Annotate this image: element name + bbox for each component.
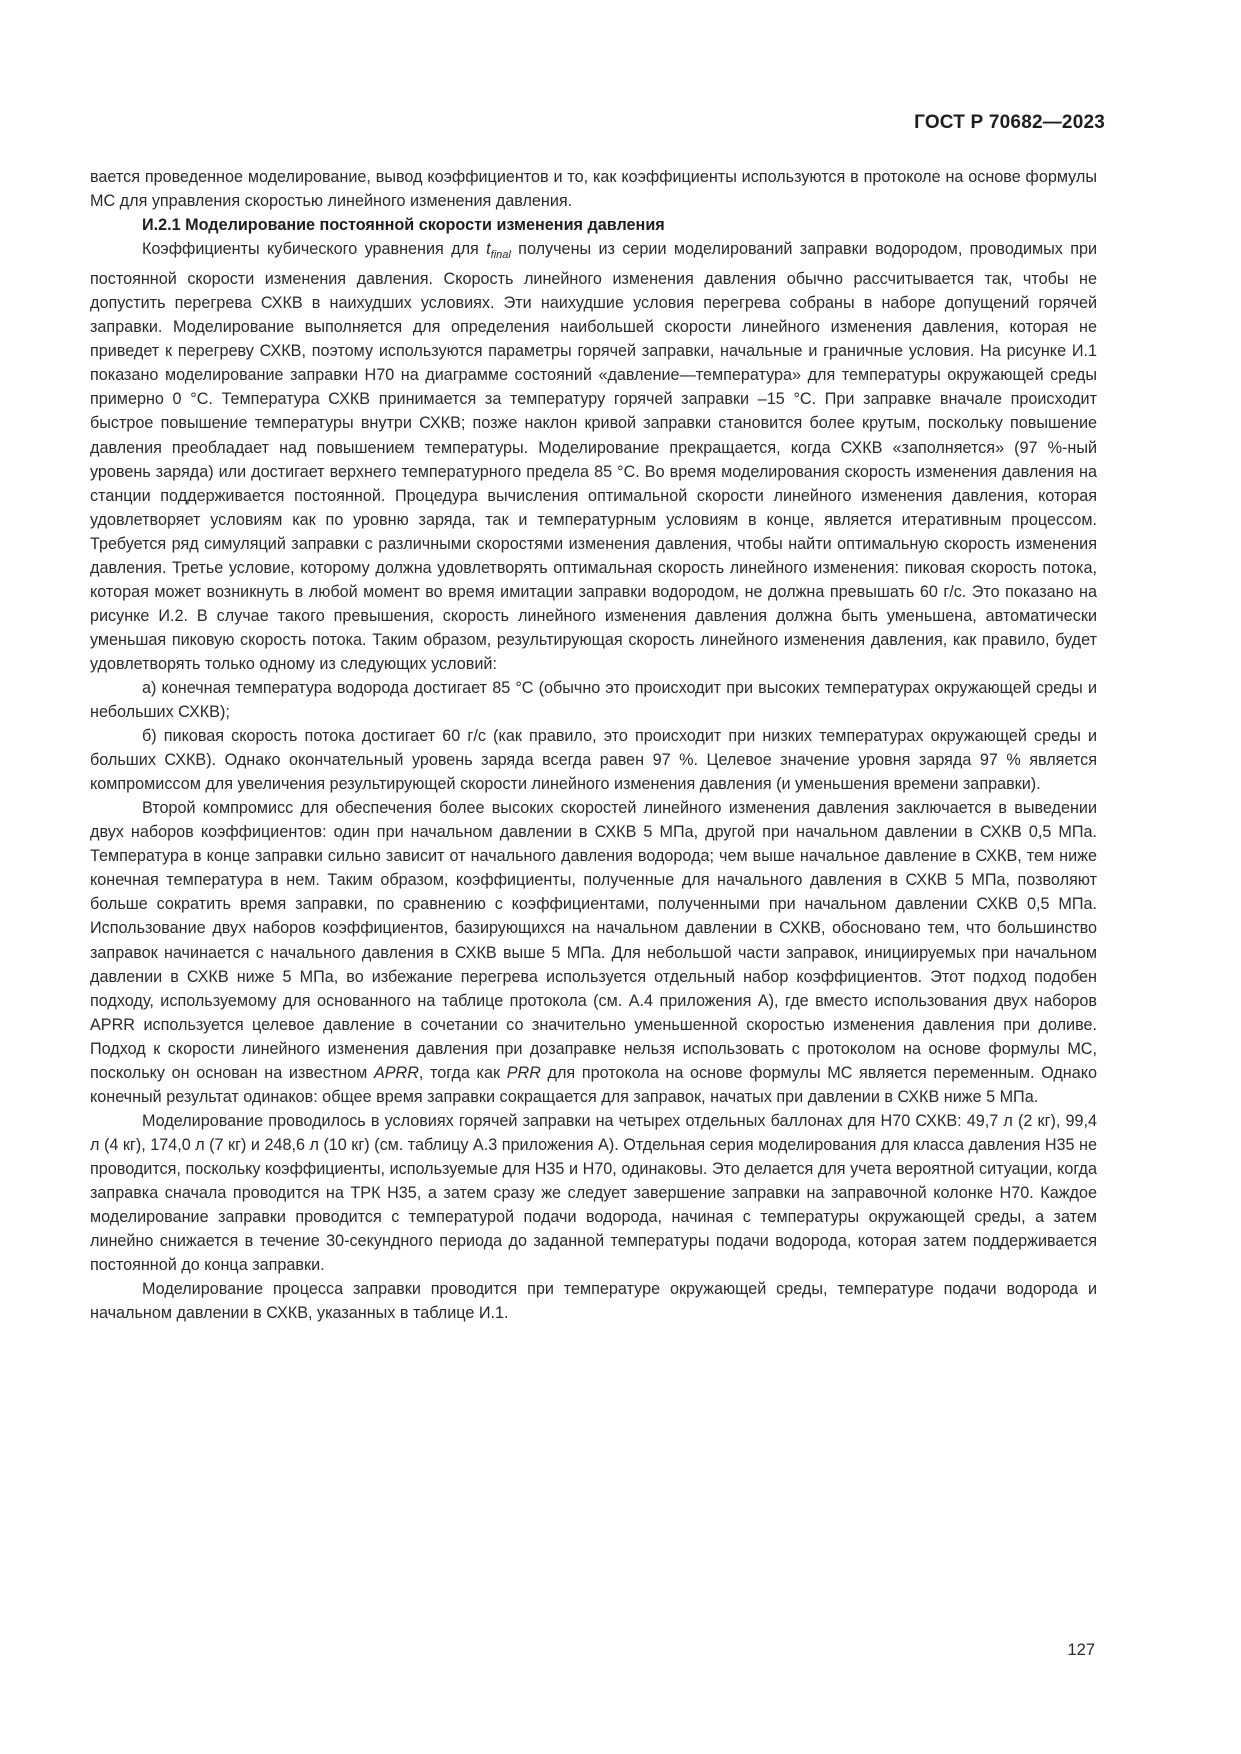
paragraph-text: для протокола на основе формулы МС является переменным. Однако конечный результат одинаков: общее время заправки сокращается для заправок, начатых при давлении в СХКВ ниже 5 МПа. bbox=[90, 1063, 1098, 1106]
term-prr: PRR bbox=[506, 1063, 541, 1082]
list-item-b: б) пиковая скорость потока достигает 60 г/с (как правило, это происходит при низких температурах окружающей среды и больших СХКВ). Однако окончательный уровень заряда всегда равен 97 %. Целевое значение уровня заряда 97 % является компромиссом для увеличения результирующей скорости линейного изменения давления (и уменьшения времени заправки). bbox=[90, 727, 1097, 794]
standard-code-header: ГОСТ Р 70682—2023 bbox=[914, 112, 1105, 133]
paragraph-continuation: вается проведенное моделирование, вывод коэффициентов и то, как коэффициенты используются в протоколе на основе формулы МС для управления скоростью линейного изменения давления. bbox=[90, 168, 1097, 211]
paragraph-coefficients bbox=[90, 237, 1097, 676]
variable-subscript: final bbox=[490, 249, 511, 262]
document-body bbox=[90, 165, 1097, 1325]
paragraph-text: Второй компромисс для обеспечения более высоких скоростей линейного изменения давления заключается в выведении двух наборов коэффициентов: один при начальном давлении в СХКВ 5 МПа, другой при начальном давлении в СХКВ 0,5 МПа. Температура в конце заправки сильно зависит от начального давления водорода; чем выше начальное давление в СХКВ, тем ниже конечная температура в нем. Таким образом, коэффициенты, полученные для начального давления в СХКВ 5 МПа, позволяют больше сократить время заправки, по сравнению с коэффициентами, полученными при начальном давлении СХКВ 0,5 МПа. Использование двух наборов коэффициентов, базирующихся на начальном давлении в СХКВ, обосновано тем, что большинство заправок начинается с начального давления в СХКВ выше 5 МПа. Для небольшой части заправок, инициируемых при начальном давлении в СХКВ ниже 5 МПа, во избежание перегрева используется отдельный набор коэффициентов. Этот подход подобен подходу, используемому для основанного на таблице протокола (см. А.4 приложения А), где вместо использования двух наборов APRR используется целевое давление в сочетании со значительно уменьшенной скоростью изменения давления при доливе. Подход к скорости линейного изменения давления при дозаправке нельзя использовать с протоколом на основе формулы МС, поскольку он основан на известном bbox=[90, 799, 1097, 1082]
term-aprr: APRR bbox=[373, 1063, 419, 1082]
paragraph-text: Коэффициенты кубического уравнения для bbox=[142, 240, 487, 259]
paragraph-simulation-cylinders: Моделирование проводилось в условиях горячей заправки на четырех отдельных баллонах для Н70 СХКВ: 49,7 л (2 кг), 99,4 л (4 кг), 174,0 л (7 кг) и 248,6 л (10 кг) (см. таблицу А.3 приложения А). Отдельная серия моделирования для класса давления Н35 не проводится, поскольку коэффициенты, используемые для Н35 и Н70, одинаковы. Это делается для учета вероятной ситуации, когда заправка сначала проводится на ТРК Н35, а затем сразу же следует завершение заправки на заправочной колонке Н70. Каждое моделирование заправки проводится с температурой подачи водорода, начиная с температуры окружающей среды, а затем линейно снижается в течение 30-секундного периода до заданной температуры подачи водорода, которая затем поддерживается постоянной до конца заправки. bbox=[90, 1111, 1097, 1275]
section-heading: И.2.1 Моделирование постоянной скорости изменения давления bbox=[142, 216, 665, 235]
paragraph-second-compromise bbox=[90, 796, 1097, 1109]
variable-t: t bbox=[486, 240, 491, 259]
page-number: 127 bbox=[1067, 1641, 1095, 1659]
paragraph-text: , тогда как bbox=[418, 1063, 507, 1082]
paragraph-simulation-conditions: Моделирование процесса заправки проводится при температуре окружающей среды, температуре подачи водорода и начальном давлении в СХКВ, указанных в таблице И.1. bbox=[90, 1280, 1097, 1323]
paragraph-text: получены из серии моделирований заправки водородом, проводимых при постоянной скорости изменения давления. Скорость линейного изменения давления обычно рассчитывается так, чтобы не допустить перегрева СХКВ в наихудших условиях. Эти наихудшие условия перегрева собраны в наборе допущений горячей заправки. Моделирование выполняется для определения наибольшей скорости линейного изменения давления, которая не приведет к перегреву СХКВ, поэтому используются параметры горячей заправки, начальные и граничные условия. На рисунке И.1 показано моделирование заправки Н70 на диаграмме состояний «давление—температура» для температуры окружающей среды примерно 0 °С. Температура СХКВ принимается за температуру горячей заправки –15 °С. При заправке вначале происходит быстрое повышение температуры внутри СХКВ; позже наклон кривой заправки становится более крутым, поскольку повышение давления преобладает над повышением температуры. Моделирование прекращается, когда СХКВ «заполняется» (97 %-ный уровень заряда) или достигает верхнего температурного предела 85 °С. Во время моделирования скорость изменения давления на станции поддерживается постоянной. Процедура вычисления оптимальной скорости линейного изменения давления, которая удовлетворяет условиям как по уровню заряда, так и температурным условиям в конце, является итеративным процессом. Требуется ряд симуляций заправки с различными скоростями изменения давления, чтобы найти оптимальную скорость изменения давления. Третье условие, которому должна удовлетворять оптимальная скорость линейного изменения: пиковая скорость потока, которая может возникнуть в любой момент во время имитации заправки водородом, не должна превышать 60 г/с. Это показано на рисунке И.2. В случае такого превышения, скорость линейного изменения давления должна быть уменьшена, автоматически уменьшая пиковую скорость потока. Таким образом, результирующая скорость линейного изменения давления, как правило, будет удовлетворять только одному из следующих условий: bbox=[90, 240, 1097, 673]
list-item-a: а) конечная температура водорода достигает 85 °С (обычно это происходит при высоких температурах окружающей среды и небольших СХКВ); bbox=[90, 678, 1097, 722]
